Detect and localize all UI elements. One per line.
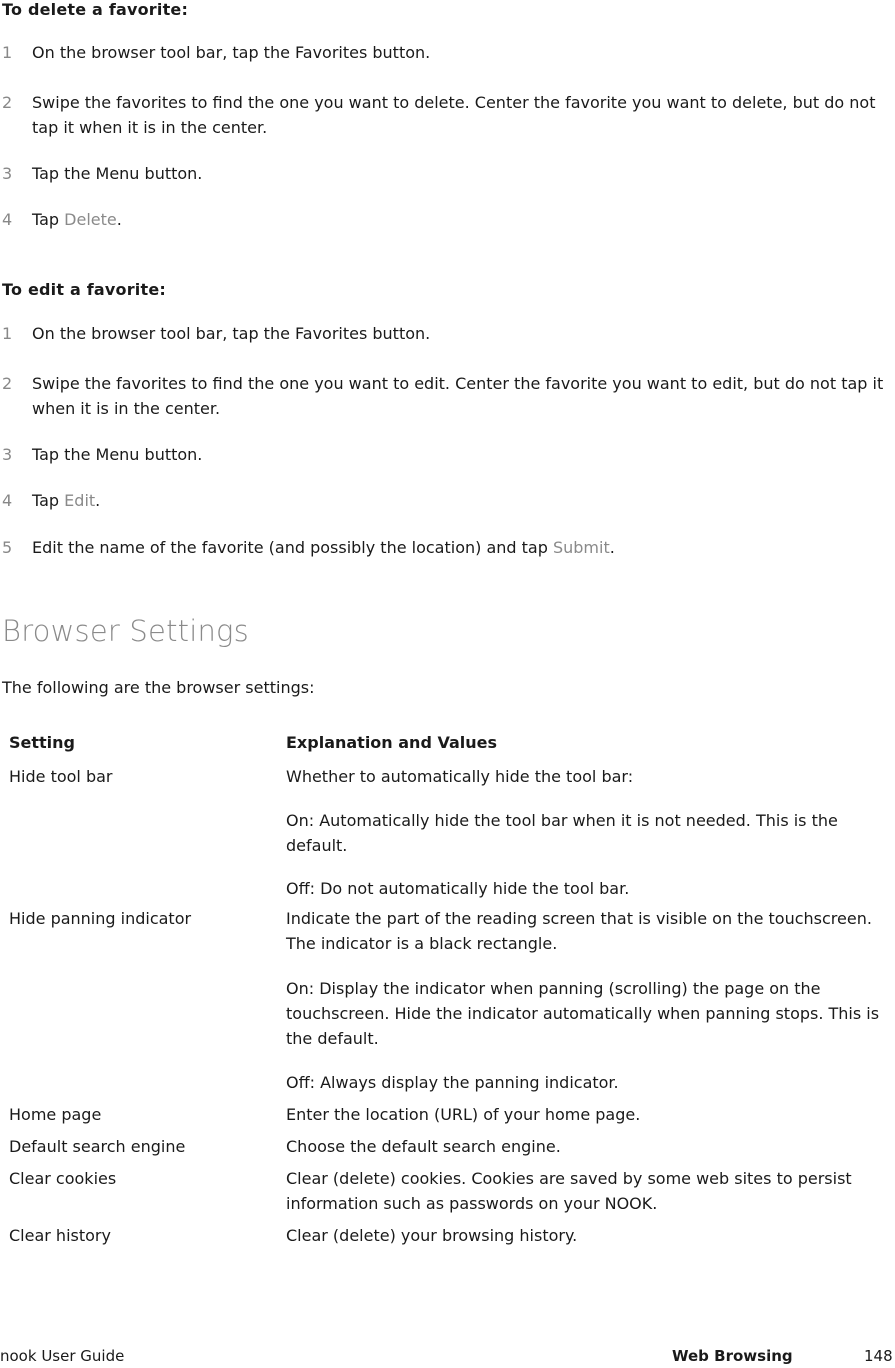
step-number: 1 — [2, 324, 13, 343]
column-header-explanation: Explanation and Values — [286, 733, 498, 752]
setting-name-clear-cookies: Clear cookies — [9, 1169, 117, 1188]
browser-settings-title: Browser Settings — [2, 614, 249, 648]
setting-name-clear-history: Clear history — [9, 1226, 111, 1245]
step-number: 5 — [2, 538, 13, 557]
setting-name-default-search-engine: Default search engine — [9, 1137, 186, 1156]
footer-chapter-title: Web Browsing — [672, 1347, 793, 1365]
step-text — [32, 535, 890, 560]
setting-explanation: Off: Do not automatically hide the tool bar. — [286, 879, 630, 898]
step-number: 1 — [2, 43, 13, 62]
setting-explanation: On: Display the indicator when panning (scrolling) the page on the touchscreen. Hide the indicator automatically when panning stops. This is the default. — [286, 979, 880, 1048]
setting-explanation: Indicate the part of the reading screen that is visible on the touchscreen. The indicator is a black rectangle. — [286, 909, 872, 953]
setting-name-hide-tool-bar: Hide tool bar — [9, 767, 113, 786]
column-header-setting: Setting — [9, 733, 75, 752]
setting-name-home-page: Home page — [9, 1105, 102, 1124]
step-text-part: Tap — [32, 210, 65, 229]
ui-term-edit: Edit — [64, 491, 96, 510]
setting-explanation: Off: Always display the panning indicator. — [286, 1073, 619, 1092]
step-text: Swipe the favorites to find the one you want to delete. Center the favorite you want to delete, but do not tap it when it is in the center. — [32, 93, 876, 137]
step-text-part: . — [116, 210, 122, 229]
step-number: 3 — [2, 164, 13, 183]
step-text: Tap the Menu button. — [32, 445, 203, 464]
setting-explanation: Whether to automatically hide the tool bar: — [286, 767, 634, 786]
step-number: 2 — [2, 93, 13, 112]
browser-settings-intro: The following are the browser settings: — [2, 678, 315, 697]
step-number: 4 — [2, 491, 13, 510]
setting-name-hide-panning-indicator: Hide panning indicator — [9, 909, 192, 928]
setting-explanation: Clear (delete) your browsing history. — [286, 1226, 578, 1245]
setting-explanation: Choose the default search engine. — [286, 1137, 561, 1156]
step-text — [32, 207, 890, 232]
step-text-part: . — [609, 538, 615, 557]
setting-explanation: Enter the location (URL) of your home page. — [286, 1105, 641, 1124]
step-text: Swipe the favorites to find the one you want to edit. Center the favorite you want to edit, but do not tap it when it is in the center. — [32, 374, 884, 418]
ui-term-delete: Delete — [64, 210, 117, 229]
step-text: On the browser tool bar, tap the Favorites button. — [32, 324, 431, 343]
step-number: 3 — [2, 445, 13, 464]
delete-favorite-heading: To delete a favorite: — [2, 0, 189, 19]
step-number: 4 — [2, 210, 13, 229]
step-text — [32, 488, 890, 513]
ui-term-submit: Submit — [552, 538, 610, 557]
footer-guide-title: nook User Guide — [0, 1347, 125, 1365]
footer-page-number: 148 — [864, 1347, 893, 1365]
setting-explanation: On: Automatically hide the tool bar when it is not needed. This is the default. — [286, 811, 838, 855]
step-text-part: Edit the name of the favorite (and possibly the location) and tap — [32, 538, 553, 557]
step-text: On the browser tool bar, tap the Favorites button. — [32, 43, 431, 62]
setting-explanation: Clear (delete) cookies. Cookies are saved by some web sites to persist information such as passwords on your NOOK. — [286, 1169, 852, 1213]
step-text: Tap the Menu button. — [32, 164, 203, 183]
step-number: 2 — [2, 374, 13, 393]
step-text-part: . — [95, 491, 101, 510]
edit-favorite-heading: To edit a favorite: — [2, 280, 166, 299]
step-text-part: Tap — [32, 491, 65, 510]
